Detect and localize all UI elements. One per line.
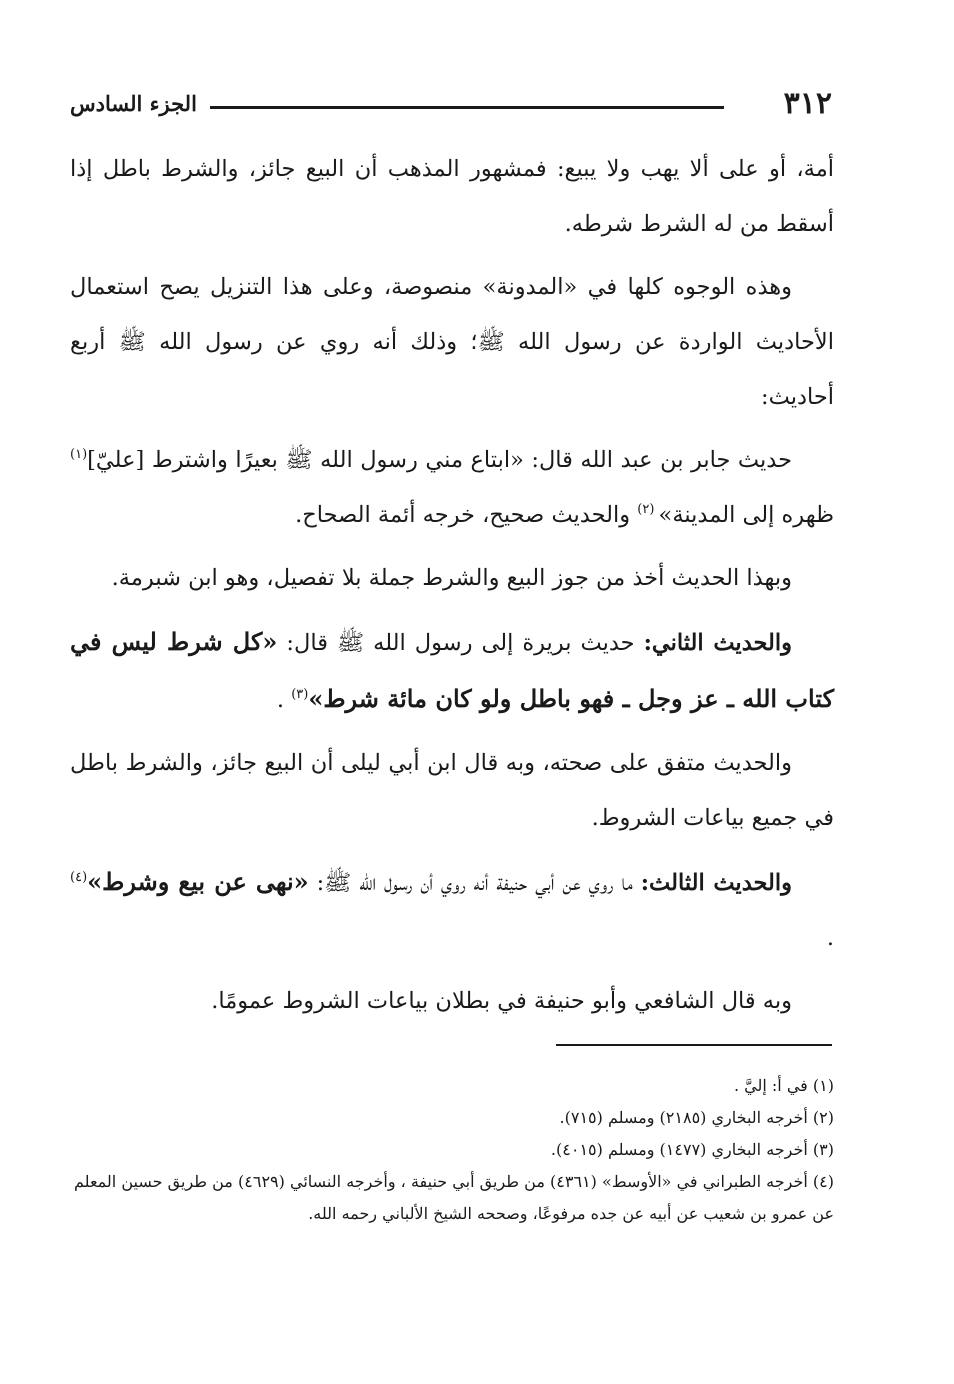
third-hadith-label: والحديث الثالث:: [640, 870, 792, 896]
second-hadith-label: والحديث الثاني:: [643, 630, 793, 656]
hadith-jabir-end: والحديث صحيح، خرجه أئمة الصحاح.: [295, 502, 638, 528]
third-hadith-end: .: [826, 925, 834, 951]
second-hadith-end: .: [276, 687, 292, 713]
page-number: ٣١٢: [783, 86, 832, 121]
third-hadith-intro: ما روي عن أبي حنيفة أنه روي أن رسول الله ﷺ:: [308, 870, 641, 896]
paragraph-2: وهذه الوجوه كلها في «المدونة» منصوصة، وعلى هذا التنزيل يصح استعمال الأحاديث الواردة عن رسول الله ﷺ؛ وذلك أنه روي عن رسول الله ﷺ أربع أحاديث:: [70, 274, 834, 410]
footnote-2: (٢) أخرجه البخاري (٢١٨٥) ومسلم (٧١٥).: [559, 1108, 834, 1127]
running-header: [70, 84, 832, 124]
second-hadith-quote: «كل شرط ليس في كتاب الله ـ عز وجل ـ فهو باطل ولو كان مائة شرط»: [70, 627, 834, 713]
footnote-3: (٣) أخرجه البخاري (١٤٧٧) ومسلم (٤٠١٥).: [550, 1140, 834, 1159]
footnote-1: (١) في أ: إليَّ .: [734, 1076, 834, 1095]
second-hadith-intro: حديث بريرة إلى رسول الله ﷺ قال:: [277, 630, 644, 656]
paragraph-3: [70, 433, 834, 543]
paragraph-4: وبهذا الحديث أخذ من جوز البيع والشرط جملة بلا تفصيل، وهو ابن شبرمة.: [111, 565, 792, 591]
main-text: [70, 142, 834, 1037]
footnote-ref-1[interactable]: (١): [70, 447, 88, 462]
third-hadith-quote: «نهى عن بيع وشرط»: [87, 867, 309, 896]
footnote-ref-4[interactable]: (٤): [70, 870, 88, 885]
hadith-jabir-continued: ظهره إلى المدينة»: [658, 502, 834, 528]
footnote-4: (٤) أخرجه الطبراني في «الأوسط» (٤٣٦١) من طريق أبي حنيفة ، وأخرجه النسائي (٤٦٢٩) من طريق حسين المعلم عن عمرو بن شعيب عن أبيه عن جده مرفوعًا، وصححه الشيخ الألباني رحمه الله.: [74, 1172, 834, 1223]
part-title: الجزء السادس: [70, 91, 197, 116]
hadith-jabir-text: حديث جابر بن عبد الله قال: «ابتاع مني رسول الله ﷺ بعيرًا واشترط [عليّ]: [87, 447, 792, 473]
footnotes: [74, 1070, 834, 1230]
paragraph-6: والحديث متفق على صحته، وبه قال ابن أبي ليلى أن البيع جائز، والشرط باطل في جميع بياعات الشروط.: [70, 750, 834, 831]
footnote-separator: [556, 1044, 832, 1046]
header-rule: [210, 106, 724, 109]
paragraph-8: وبه قال الشافعي وأبو حنيفة في بطلان بياعات الشروط عمومًا.: [211, 988, 792, 1014]
footnote-ref-2[interactable]: (٢): [637, 502, 659, 517]
paragraph-1: أمة، أو على ألا يهب ولا يبيع: فمشهور المذهب أن البيع جائز، والشرط باطل إذا أسقط من له الشرط شرطه.: [70, 156, 834, 237]
paragraph-5: [70, 614, 834, 728]
paragraph-7: [70, 854, 834, 966]
footnote-ref-3[interactable]: (٣): [291, 687, 309, 702]
